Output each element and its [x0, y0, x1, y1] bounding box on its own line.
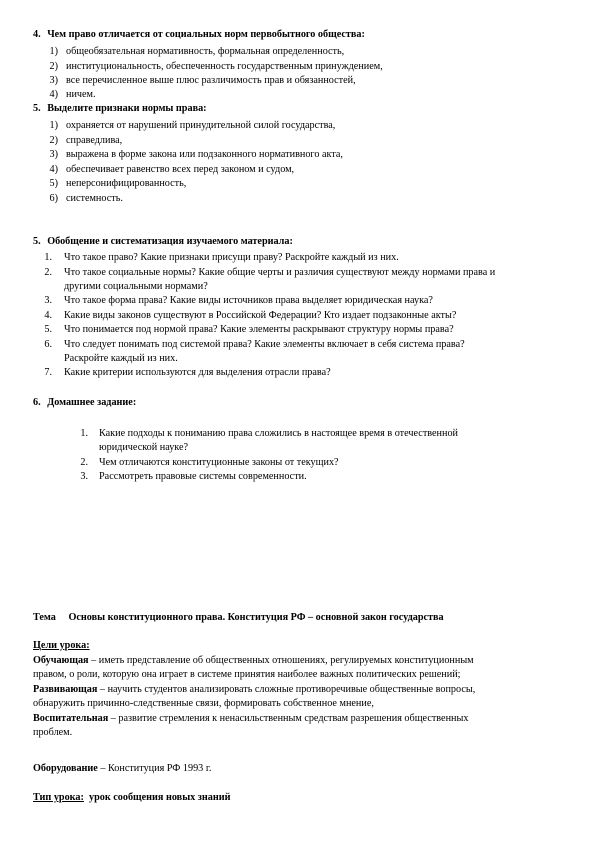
- goal-developing-continued: обнаружить причинно-следственные связи, формировать собственное мнение,: [33, 698, 374, 709]
- goal-teaching-text: – иметь представление об общественных отношениях, регулируемых конституционным: [88, 655, 474, 666]
- goal-teaching: [33, 654, 474, 668]
- summary-number: 5.: [33, 236, 41, 247]
- question-4-title: Чем право отличается от социальных норм первобытного общества:: [47, 29, 365, 40]
- goal-educating-label: Воспитательная: [33, 713, 109, 724]
- question-5-heading: [33, 102, 207, 116]
- lesson-topic: [33, 611, 444, 625]
- lesson-type: [33, 791, 230, 805]
- lesson-type-text: урок сообщения новых знаний: [83, 792, 231, 803]
- lesson-type-label: Тип урока:: [33, 792, 84, 803]
- topic-label: Тема: [33, 612, 56, 623]
- equipment-label: Оборудование: [33, 763, 98, 774]
- goal-educating-text: – развитие стремления к ненасильственным средствам разрешения общественных: [108, 713, 469, 724]
- goal-teaching-label: Обучающая: [33, 655, 89, 666]
- equipment: [33, 762, 211, 776]
- summary-title: Обобщение и систематизация изучаемого материала:: [47, 236, 293, 247]
- goal-educating: [33, 712, 468, 726]
- question-4-heading: [33, 28, 365, 42]
- summary-heading: [33, 235, 293, 249]
- goal-developing-text: – научить студентов анализировать сложные противоречивые общественные вопросы,: [97, 684, 476, 695]
- goal-developing-label: Развивающая: [33, 684, 98, 695]
- homework-number: 6.: [33, 397, 41, 408]
- equipment-text: – Конституция РФ 1993 г.: [97, 763, 212, 774]
- homework-title: Домашнее задание:: [47, 397, 137, 408]
- goal-developing: [33, 683, 475, 697]
- goal-educating-continued: проблем.: [33, 727, 73, 738]
- question-4-number: 4.: [33, 29, 41, 40]
- homework-heading: [33, 396, 136, 410]
- goal-teaching-continued: правом, о роли, которую она играет в системе принятия наиболее важных политических решений;: [33, 669, 461, 680]
- goals-heading: Цели урока:: [33, 640, 90, 651]
- question-5-number: 5.: [33, 103, 41, 114]
- topic-text: Основы конституционного права. Конституция РФ – основной закон государства: [68, 612, 444, 623]
- question-5-title: Выделите признаки нормы права:: [47, 103, 207, 114]
